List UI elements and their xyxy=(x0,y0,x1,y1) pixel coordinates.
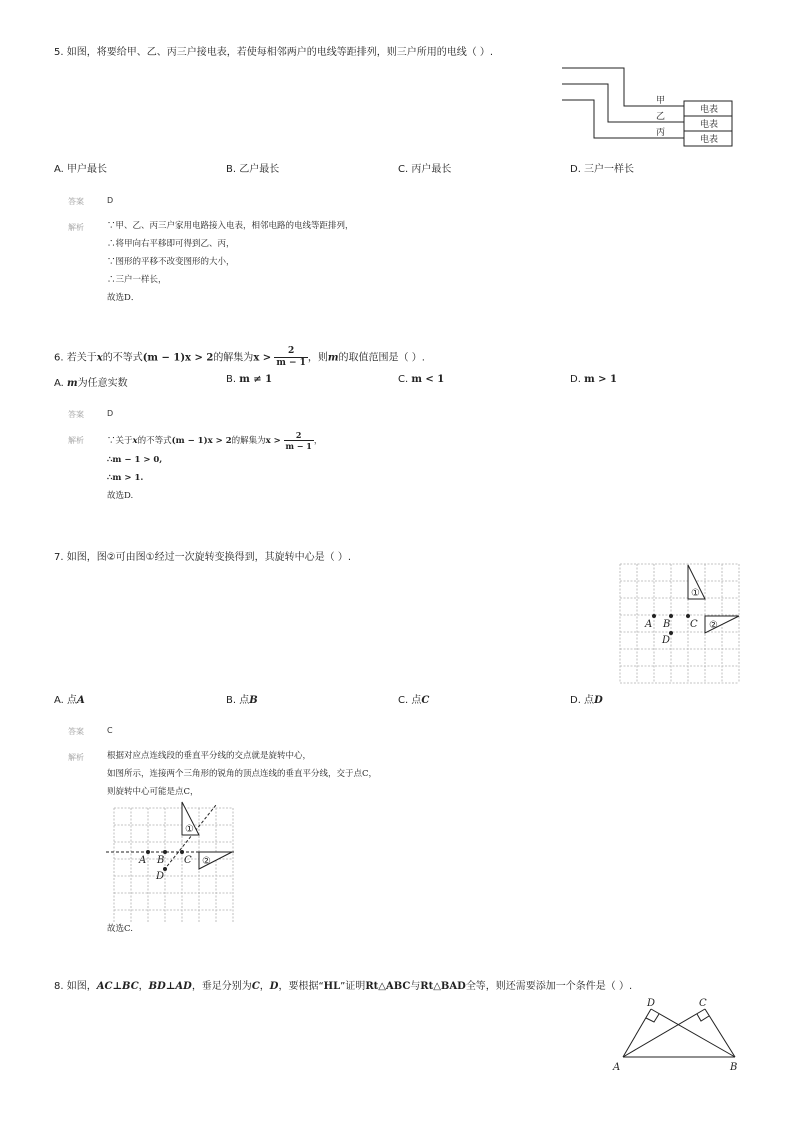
q7-option-d xyxy=(570,691,603,706)
q6-a1-num: 2 xyxy=(284,430,314,441)
q6-analysis-line xyxy=(107,430,322,451)
q8-mid2: ，要根据“ xyxy=(278,981,324,992)
q8-cond2: BD⊥AD xyxy=(148,981,192,992)
q5-answer-label: 答案 xyxy=(68,197,84,206)
q8-triangle-2: Rt△BAD xyxy=(420,981,466,992)
q6-stem xyxy=(54,346,425,369)
q5-option-b: B. 乙户最长 xyxy=(226,164,280,175)
q8-label-c: C xyxy=(699,998,707,1009)
q7-solution-figure xyxy=(106,800,236,922)
q8-point-d: D xyxy=(269,981,279,992)
q6-stem-mid2: 的解集为 xyxy=(213,352,254,364)
q7s-label-c: C xyxy=(184,855,192,866)
q5-answer: D xyxy=(107,196,114,205)
q5-stem: 5. 如图，将要给甲、乙、丙三户接电表，若使每相邻两户的电线等距排列，则三户所用的电线（ ）. xyxy=(54,47,494,58)
q8-segment-ad xyxy=(623,1009,651,1057)
q8-mid4: 与 xyxy=(410,981,421,992)
q6-option-d xyxy=(570,374,617,385)
q6-analysis-line: 故选D. xyxy=(107,491,134,501)
q7-option-a xyxy=(54,691,85,706)
q7-analysis-line: 如图所示，连接两个三角形的锐角的顶点连线的垂直平分线，交于点C， xyxy=(107,769,378,779)
q7-option-d-prefix: D. 点 xyxy=(570,695,595,706)
q7-point-c xyxy=(686,614,690,618)
q7s-label-b: B xyxy=(157,855,165,866)
q7-option-d-point: D xyxy=(594,695,603,706)
q5-analysis xyxy=(107,217,354,307)
q6-a1-den: m − 1 xyxy=(285,441,312,451)
q7s-point-a xyxy=(146,850,150,854)
q6-option-b-prefix: B. xyxy=(226,374,237,385)
q7-label-d: D xyxy=(662,635,671,646)
q5-option-c: C. 丙户最长 xyxy=(398,164,452,175)
q5-option-d: D. 三户一样长 xyxy=(570,164,635,175)
q7-analysis-line: 则旋转中心可能是点C， xyxy=(107,787,199,797)
q7-option-a-point: A xyxy=(77,695,85,706)
q6-a1-end: ， xyxy=(313,436,323,446)
q6-analysis-label: 解析 xyxy=(68,436,84,445)
q6-option-c-prefix: C. xyxy=(398,374,409,385)
q8-stem xyxy=(54,977,632,992)
q6-var-m: m xyxy=(327,352,339,364)
q5-analysis-line: ∵甲、乙、丙三户家用电路接入电表，相邻电路的电线等距排列， xyxy=(107,221,354,231)
q7-analysis-end: 故选C. xyxy=(107,924,133,934)
q5-analysis-label: 解析 xyxy=(68,223,84,232)
q8-triangle-1: Rt△ABC xyxy=(365,981,411,992)
q6-stem-mid3: ，则 xyxy=(307,352,328,364)
q7s-label-a: A xyxy=(139,855,147,866)
q6-frac-num: 2 xyxy=(274,346,308,358)
q7s-point-c xyxy=(180,850,184,854)
q7s-shape1-label: ① xyxy=(185,824,194,835)
q6-fraction xyxy=(274,346,308,369)
q6-option-b xyxy=(226,374,272,385)
q5-figure xyxy=(560,64,740,152)
q6-stem-mid1: 的不等式 xyxy=(102,352,143,364)
q7-shape2-label: ② xyxy=(709,620,718,631)
q7-option-b xyxy=(226,691,258,706)
q7-solution-grid xyxy=(114,808,233,922)
q6-a1-prefix: ∵关于 xyxy=(107,436,133,446)
q8-sep1: ， xyxy=(138,981,149,992)
q7-stem: 7. 如图，图②可由图①经过一次旋转变换得到，其旋转中心是（ ）. xyxy=(54,552,352,563)
q7-answer-label: 答案 xyxy=(68,727,84,736)
q6-var-x: x xyxy=(96,352,103,364)
q8-label-d: D xyxy=(647,998,656,1009)
q5-label-bing: 丙 xyxy=(656,128,666,138)
q6-option-a-prefix: A. xyxy=(54,378,64,389)
q7-option-c xyxy=(398,691,429,706)
q8-segment-cb xyxy=(705,1009,735,1057)
q6-solution-lhs: x > xyxy=(253,352,272,364)
q6-stem-end: 的取值范围是（ ）. xyxy=(338,352,425,364)
q6-option-d-math: m > 1 xyxy=(584,374,617,385)
q8-label-b: B xyxy=(730,1062,738,1073)
q7-label-c: C xyxy=(690,619,698,630)
q8-hl: HL xyxy=(323,981,341,992)
q5-label-yi: 乙 xyxy=(656,112,666,122)
q5-analysis-line: 故选D． xyxy=(107,293,140,303)
q8-figure xyxy=(608,994,748,1074)
q7-option-c-point: C xyxy=(421,695,430,706)
q6-option-a-var: m xyxy=(67,378,78,389)
q5-meter-label-1: 电表 xyxy=(700,105,719,115)
q7s-shape2-label: ② xyxy=(202,856,211,867)
q5-analysis-line: ∴三户一样长， xyxy=(107,275,167,285)
q6-frac-den: m − 1 xyxy=(276,358,306,368)
q6-analysis-line: ∴m > 1. xyxy=(107,473,144,483)
q6-option-a xyxy=(54,374,128,389)
q8-stem-prefix: 8. 如图， xyxy=(54,981,97,992)
q5-analysis-line: ∴将甲向右平移即可得到乙、丙， xyxy=(107,239,235,249)
q6-option-b-math: m ≠ 1 xyxy=(239,374,273,385)
q7-label-b: B xyxy=(663,619,671,630)
q6-inequality: (m − 1)x > 2 xyxy=(142,352,214,364)
q6-stem-prefix: 6. 若关于 xyxy=(54,352,97,364)
q6-analysis xyxy=(107,430,322,505)
q8-label-a: A xyxy=(613,1062,621,1073)
q6-a1-mid: 的不等式 xyxy=(137,436,172,446)
q8-stem-end: 全等，则还需要添加一个条件是（ ）. xyxy=(465,981,633,992)
q6-a1-x: x xyxy=(132,436,138,446)
q7-figure xyxy=(619,563,743,687)
q6-option-c-math: m < 1 xyxy=(411,374,445,385)
q5-label-jia: 甲 xyxy=(656,96,666,106)
q7-shape1-label: ① xyxy=(691,588,700,599)
q8-right-angle-c xyxy=(697,1014,709,1021)
q6-answer-label: 答案 xyxy=(68,410,84,419)
q8-point-c: C xyxy=(251,981,260,992)
q6-a1-fraction xyxy=(284,430,314,451)
q7-label-a: A xyxy=(645,619,653,630)
q7-option-c-prefix: C. 点 xyxy=(398,695,422,706)
q7-analysis-label: 解析 xyxy=(68,753,84,762)
q6-option-c xyxy=(398,374,444,385)
q7-answer: C xyxy=(107,726,113,735)
q5-option-a: A. 甲户最长 xyxy=(54,164,108,175)
q6-a1-lhs: x > xyxy=(265,436,281,446)
q7-analysis-line: 根据对应点连线段的垂直平分线的交点就是旋转中心， xyxy=(107,751,312,761)
q8-cond1: AC⊥BC xyxy=(96,981,139,992)
q6-a1-mid2: 的解集为 xyxy=(231,436,266,446)
q8-mid3: ”证明 xyxy=(340,981,366,992)
q7-analysis xyxy=(107,747,377,801)
q6-analysis-line: ∴m − 1 > 0, xyxy=(107,455,163,465)
q7-option-b-prefix: B. 点 xyxy=(226,695,250,706)
q5-wire-yi xyxy=(562,84,684,122)
q6-option-d-prefix: D. xyxy=(570,374,581,385)
q7-option-b-point: B xyxy=(249,695,258,706)
q5-meter-label-2: 电表 xyxy=(700,120,719,130)
q6-option-a-text: 为任意实数 xyxy=(77,378,128,389)
q7-option-a-prefix: A. 点 xyxy=(54,695,78,706)
q8-mid1: ，垂足分别为 xyxy=(191,981,252,992)
q6-answer: D xyxy=(107,409,114,418)
q7-point-b xyxy=(669,614,673,618)
q7s-point-b xyxy=(163,850,167,854)
q5-meter-label-3: 电表 xyxy=(700,135,719,145)
q8-sep2: ， xyxy=(259,981,270,992)
q7-point-a xyxy=(652,614,656,618)
q7s-label-d: D xyxy=(156,871,165,882)
q5-analysis-line: ∵图形的平移不改变图形的大小， xyxy=(107,257,235,267)
q6-a1-ineq: (m − 1)x > 2 xyxy=(171,436,232,446)
